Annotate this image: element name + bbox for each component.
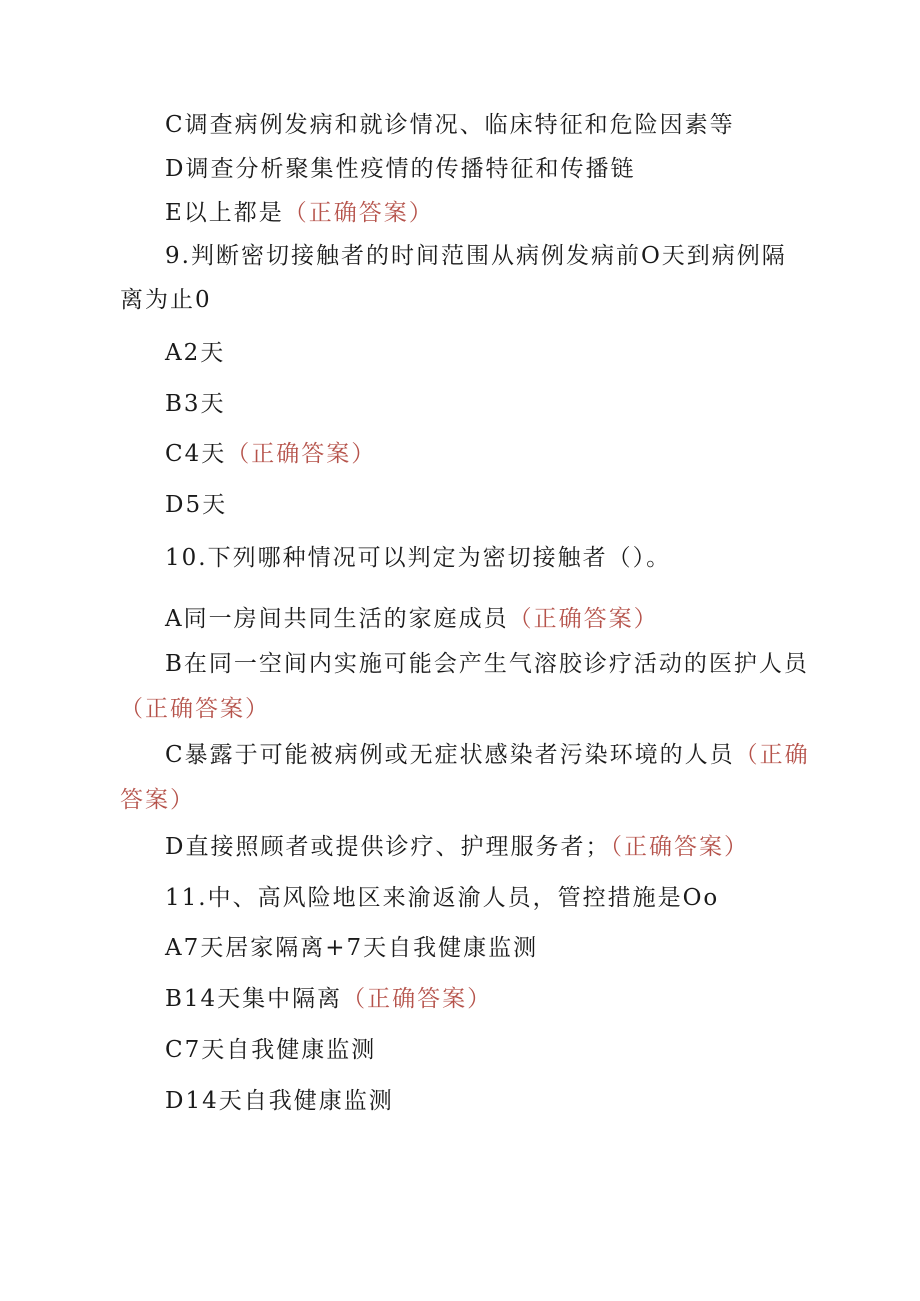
q9-option-a-text: A2天 — [165, 340, 226, 366]
q8-option-e-text: E以上都是 — [165, 200, 284, 226]
q8-option-c-text: C调查病例发病和就诊情况、临床特征和危险因素等 — [165, 112, 735, 138]
correct-answer-mark: （正确 — [734, 742, 810, 768]
q11-option-c — [165, 1035, 376, 1065]
q9-stem-text-2: 离为止0 — [120, 287, 212, 313]
correct-answer-mark: （正确答案） — [508, 606, 659, 632]
q8-option-e — [165, 198, 434, 228]
q11-option-d-text: D14天自我健康监测 — [165, 1088, 394, 1114]
correct-answer-mark: （正确答案） — [342, 986, 493, 1012]
q11-option-b-text: B14天集中隔离 — [165, 986, 343, 1012]
q10-option-d — [165, 832, 749, 862]
q8-option-c — [165, 110, 735, 140]
correct-answer-mark: （正确答案） — [120, 696, 270, 722]
correct-answer-mark: （正确答案） — [610, 834, 749, 860]
q9-option-d — [165, 490, 227, 520]
q10-option-b-text: B在同一空间内实施可能会产生气溶胶诊疗活动的医护人员 — [165, 651, 809, 677]
q11-stem-text: 11.中、高风险地区来渝返渝人员，管控措施是Oo — [165, 885, 720, 911]
q10-option-c-text: C暴露于可能被病例或无症状感染者污染环境的人员 — [165, 742, 735, 768]
q9-option-a — [165, 338, 225, 368]
q9-option-b — [165, 389, 226, 419]
q10-option-a-text: A同一房间共同生活的家庭成员 — [165, 606, 509, 632]
correct-answer-mark: （正确答案） — [226, 441, 377, 467]
q9-stem-line2 — [120, 285, 212, 315]
q11-option-a-text: A7天居家隔离+7天自我健康监测 — [165, 935, 539, 961]
correct-answer-mark: （正确答案） — [283, 200, 434, 226]
q11-option-d — [165, 1086, 394, 1116]
correct-answer-mark: 答案） — [120, 787, 195, 813]
q9-stem-text-1: 9.判断密切接触者的时间范围从病例发病前O天到病例隔 — [165, 243, 787, 269]
q11-option-c-text: C7天自我健康监测 — [165, 1037, 377, 1063]
q9-option-c — [165, 439, 376, 469]
q10-option-c — [165, 740, 810, 770]
q10-stem — [165, 543, 671, 573]
q9-stem-line1 — [165, 241, 787, 271]
q10-option-d-text: D直接照顾者或提供诊疗、护理服务者； — [165, 834, 611, 860]
q9-option-b-text: B3天 — [165, 391, 226, 417]
q10-option-b — [165, 649, 809, 679]
q10-option-b-mark-line — [120, 694, 270, 724]
q10-option-c-mark-line — [120, 785, 195, 815]
q9-option-c-text: C4天 — [165, 441, 227, 467]
q8-option-d — [165, 154, 635, 184]
q9-option-d-text: D5天 — [165, 492, 228, 518]
q11-option-b — [165, 984, 492, 1014]
q8-option-d-text: D调查分析聚集性疫情的传播特征和传播链 — [165, 156, 636, 182]
q11-option-a — [165, 933, 538, 963]
q11-stem — [165, 883, 719, 913]
q10-option-a — [165, 604, 659, 634]
q10-stem-text: 10.下列哪种情况可以判定为密切接触者（）。 — [165, 545, 672, 571]
